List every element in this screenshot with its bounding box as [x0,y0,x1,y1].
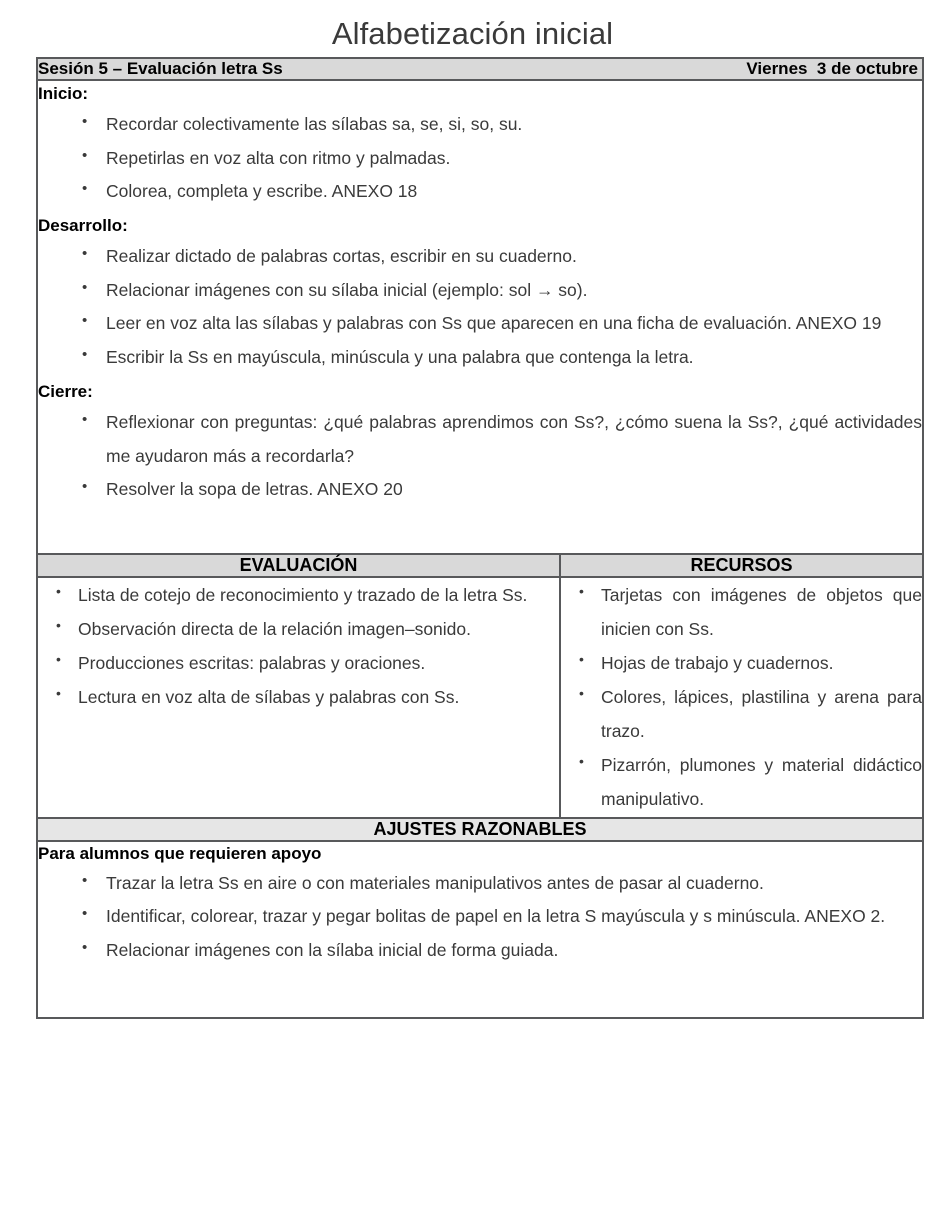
ajustes-cell [37,841,923,1019]
recursos-list [561,578,922,817]
eval-recursos-body-row [37,577,923,818]
list-item: • Reflexionar con preguntas: ¿qué palabras aprendimos con Ss?, ¿cómo suena la Ss?, ¿qué actividades me ayudaron más a recordarla? [38,406,922,473]
list-item: • Observación directa de la relación imagen–sonido. [38,612,559,646]
activities-bottom-spacer [38,513,922,553]
evaluacion-heading: EVALUACIÓN [37,554,560,577]
evaluacion-cell [37,577,560,818]
session-header-cell [37,58,923,80]
list-item: • Hojas de trabajo y cuadernos. [561,646,922,680]
ajustes-list [38,867,922,968]
list-item: • Realizar dictado de palabras cortas, escribir en su cuaderno. [38,240,922,274]
list-item: • Repetirlas en voz alta con ritmo y palmadas. [38,142,922,176]
list-item: • Tarjetas con imágenes de objetos que inicien con Ss. [561,578,922,646]
lesson-plan-table [36,57,924,1019]
list-item: • Resolver la sopa de letras. ANEXO 20 [38,473,922,507]
activities-cell [37,80,923,554]
list-item: • Escribir la Ss en mayúscula, minúscula y una palabra que contenga la letra. [38,341,922,375]
session-date: Viernes 3 de octubre [746,59,919,78]
list-item: • Relacionar imágenes con la sílaba inicial de forma guiada. [38,934,922,968]
list-item: • Recordar colectivamente las sílabas sa, se, si, so, su. [38,108,922,142]
ajustes-heading: AJUSTES RAZONABLES [37,818,923,841]
ajustes-header-row [37,818,923,841]
desarrollo-list [38,240,922,374]
recursos-cell [560,577,923,818]
section-label-desarrollo: Desarrollo: [38,216,128,236]
evaluacion-list [38,578,559,715]
section-label-cierre: Cierre: [38,381,93,401]
list-item: • Colorea, completa y escribe. ANEXO 18 [38,175,922,209]
activities-row [37,80,923,554]
recursos-heading: RECURSOS [560,554,923,577]
inicio-list [38,108,922,209]
list-item: • Pizarrón, plumones y material didáctico manipulativo. [561,748,922,816]
section-label-inicio: Inicio: [38,84,89,103]
list-item: • Lectura en voz alta de sílabas y palabras con Ss. [38,680,559,714]
list-item: • Trazar la letra Ss en aire o con materiales manipulativos antes de pasar al cuaderno. [38,867,922,901]
ajustes-body-row [37,841,923,1019]
list-item: • Lista de cotejo de reconocimiento y trazado de la letra Ss. [38,578,559,612]
list-item: • Leer en voz alta las sílabas y palabras con Ss que aparecen en una ficha de evaluación. ANEXO 19 [38,307,922,341]
session-header-row [37,58,923,80]
eval-recursos-header-row [37,554,923,577]
list-item: • Colores, lápices, plastilina y arena para trazo. [561,680,922,748]
session-title: Sesión 5 – Evaluación letra Ss [38,59,283,78]
ajustes-subheading: Para alumnos que requieren apoyo [38,843,322,863]
cierre-list [38,406,922,507]
list-item: • Relacionar imágenes con su sílaba inicial (ejemplo: sol → so). [38,274,922,308]
list-item: • Producciones escritas: palabras y oraciones. [38,646,559,680]
ajustes-bottom-spacer [38,973,922,1017]
page-title: Alfabetización inicial [331,16,614,51]
list-item: • Identificar, colorear, trazar y pegar bolitas de papel en la letra S mayúscula y s minúscula. ANEXO 2. [38,900,922,934]
